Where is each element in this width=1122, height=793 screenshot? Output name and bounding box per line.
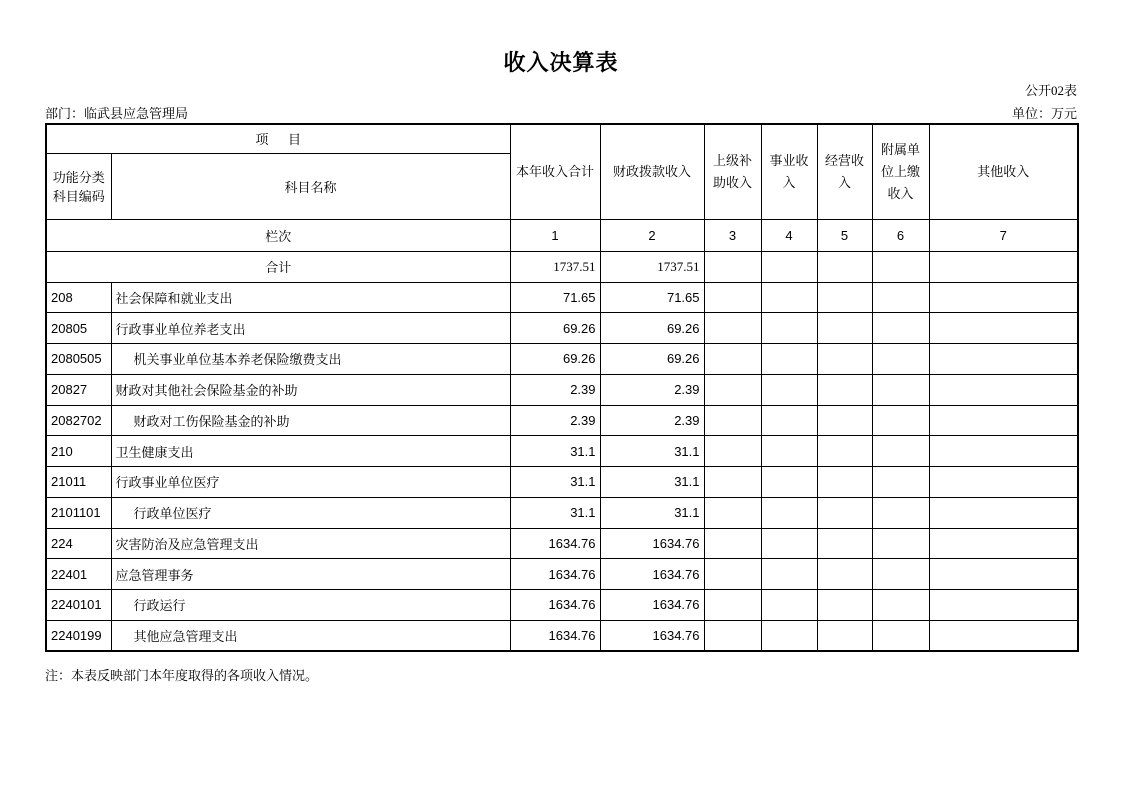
row-value-col3 — [704, 467, 761, 498]
row-value-col2: 1634.76 — [600, 559, 704, 590]
page-title: 收入决算表 — [503, 50, 619, 75]
row-value-col6 — [872, 405, 929, 436]
row-value-col6 — [872, 620, 929, 651]
subject-name-header-cell: 科目名称 — [111, 153, 510, 219]
row-value-col4 — [761, 344, 817, 375]
row-value-col3 — [704, 405, 761, 436]
row-value-col1: 31.1 — [510, 497, 600, 528]
row-value-col6 — [872, 528, 929, 559]
row-value-col6 — [872, 313, 929, 344]
row-value-col4 — [761, 313, 817, 344]
row-value-col2: 69.26 — [600, 313, 704, 344]
table-row — [46, 620, 1078, 651]
row-function-code: 2082702 — [46, 405, 111, 436]
table-row — [46, 344, 1078, 375]
row-value-col3 — [704, 436, 761, 467]
row-value-col1: 1634.76 — [510, 559, 600, 590]
table-row — [46, 559, 1078, 590]
row-value-col2: 2.39 — [600, 405, 704, 436]
row-value-col1: 1634.76 — [510, 620, 600, 651]
row-value-col1: 2.39 — [510, 405, 600, 436]
row-value-col5 — [817, 528, 872, 559]
column-number-3: 3 — [704, 219, 761, 251]
column-header-fiscal-appropriation-label: 财政拨款收入 — [613, 163, 692, 179]
row-subject-name: 灾害防治及应急管理支出 — [111, 528, 510, 559]
row-value-col5 — [817, 497, 872, 528]
row-value-col1: 31.1 — [510, 436, 600, 467]
row-value-col5 — [817, 405, 872, 436]
column-header-operating-income — [817, 124, 872, 219]
row-value-col7 — [929, 405, 1078, 436]
row-function-code: 210 — [46, 436, 111, 467]
row-value-col5 — [817, 559, 872, 590]
column-header-business-income-label: 事业收入 — [769, 152, 809, 190]
project-header-cell: 项 目 — [46, 124, 510, 153]
row-function-code: 2080505 — [46, 344, 111, 375]
row-value-col6 — [872, 590, 929, 621]
column-index-row — [46, 219, 1078, 251]
row-value-col4 — [761, 467, 817, 498]
column-header-operating-income-label: 经营收入 — [825, 152, 865, 190]
row-value-col2: 71.65 — [600, 282, 704, 313]
row-value-col7 — [929, 467, 1078, 498]
row-value-col1: 71.65 — [510, 282, 600, 313]
department-label: 部门：临武县应急管理局 — [45, 106, 189, 121]
table-row — [46, 374, 1078, 405]
row-value-col4 — [761, 374, 817, 405]
revenue-table — [45, 123, 1079, 652]
row-function-code: 2240101 — [46, 590, 111, 621]
row-subject-name: 其他应急管理支出 — [111, 620, 510, 651]
row-value-col5 — [817, 590, 872, 621]
row-subject-name: 机关事业单位基本养老保险缴费支出 — [111, 344, 510, 375]
column-number-7: 7 — [929, 219, 1078, 251]
row-value-col4 — [761, 282, 817, 313]
row-value-col4 — [761, 559, 817, 590]
row-value-col3 — [704, 497, 761, 528]
total-value-col4 — [761, 251, 817, 282]
column-number-1: 1 — [510, 219, 600, 251]
row-value-col3 — [704, 282, 761, 313]
row-value-col6 — [872, 374, 929, 405]
row-value-col6 — [872, 497, 929, 528]
column-header-business-income — [761, 124, 817, 219]
row-value-col1: 31.1 — [510, 467, 600, 498]
row-value-col7 — [929, 620, 1078, 651]
row-value-col5 — [817, 374, 872, 405]
row-value-col3 — [704, 590, 761, 621]
row-value-col5 — [817, 282, 872, 313]
column-index-label-cell: 栏次 — [46, 219, 510, 251]
column-header-superior-subsidy — [704, 124, 761, 219]
row-value-col4 — [761, 405, 817, 436]
footnote: 注：本表反映部门本年度取得的各项收入情况。 — [45, 668, 319, 683]
form-code-label: 公开02表 — [1024, 83, 1077, 98]
total-value-col6 — [872, 251, 929, 282]
row-value-col6 — [872, 467, 929, 498]
row-value-col3 — [704, 344, 761, 375]
row-value-col7 — [929, 559, 1078, 590]
column-number-6: 6 — [872, 219, 929, 251]
column-header-fiscal-appropriation — [600, 124, 704, 219]
row-subject-name: 财政对工伤保险基金的补助 — [111, 405, 510, 436]
row-function-code: 208 — [46, 282, 111, 313]
total-value-col2: 1737.51 — [600, 251, 704, 282]
row-function-code: 20805 — [46, 313, 111, 344]
column-number-5: 5 — [817, 219, 872, 251]
row-value-col3 — [704, 313, 761, 344]
total-value-col5 — [817, 251, 872, 282]
row-value-col7 — [929, 590, 1078, 621]
row-subject-name: 行政运行 — [111, 590, 510, 621]
column-header-subordinate-remittance — [872, 124, 929, 219]
row-value-col3 — [704, 528, 761, 559]
total-value-col1: 1737.51 — [510, 251, 600, 282]
column-header-superior-subsidy-label: 上级补助收入 — [713, 152, 753, 190]
column-header-total-income — [510, 124, 600, 219]
row-value-col2: 1634.76 — [600, 620, 704, 651]
column-header-subordinate-remittance-label: 附属单位上缴收入 — [881, 141, 921, 201]
row-value-col7 — [929, 528, 1078, 559]
row-value-col4 — [761, 497, 817, 528]
row-function-code: 22401 — [46, 559, 111, 590]
row-function-code: 224 — [46, 528, 111, 559]
row-value-col3 — [704, 559, 761, 590]
row-function-code: 20827 — [46, 374, 111, 405]
function-code-header-cell — [46, 153, 111, 219]
row-subject-name: 卫生健康支出 — [111, 436, 510, 467]
row-subject-name: 社会保障和就业支出 — [111, 282, 510, 313]
row-value-col5 — [817, 436, 872, 467]
row-value-col5 — [817, 467, 872, 498]
row-value-col2: 2.39 — [600, 374, 704, 405]
table-rows — [46, 282, 1078, 651]
function-code-header-line2: 科目编码 — [52, 189, 105, 204]
row-value-col1: 1634.76 — [510, 590, 600, 621]
row-value-col2: 31.1 — [600, 436, 704, 467]
table-row — [46, 282, 1078, 313]
row-value-col2: 31.1 — [600, 497, 704, 528]
row-value-col1: 69.26 — [510, 344, 600, 375]
row-value-col1: 2.39 — [510, 374, 600, 405]
table-row — [46, 590, 1078, 621]
row-subject-name: 应急管理事务 — [111, 559, 510, 590]
column-number-4: 4 — [761, 219, 817, 251]
row-value-col4 — [761, 436, 817, 467]
row-value-col7 — [929, 436, 1078, 467]
row-subject-name: 行政事业单位养老支出 — [111, 313, 510, 344]
table-row — [46, 405, 1078, 436]
column-header-total-income-label: 本年收入合计 — [516, 163, 595, 179]
row-value-col3 — [704, 620, 761, 651]
row-subject-name: 行政事业单位医疗 — [111, 467, 510, 498]
row-value-col4 — [761, 620, 817, 651]
row-value-col6 — [872, 282, 929, 313]
total-value-col3 — [704, 251, 761, 282]
table-row — [46, 467, 1078, 498]
row-value-col1: 69.26 — [510, 313, 600, 344]
row-value-col4 — [761, 528, 817, 559]
row-value-col5 — [817, 313, 872, 344]
row-value-col7 — [929, 374, 1078, 405]
column-number-2: 2 — [600, 219, 704, 251]
total-row — [46, 251, 1078, 282]
row-subject-name: 财政对其他社会保险基金的补助 — [111, 374, 510, 405]
row-function-code: 2101101 — [46, 497, 111, 528]
row-value-col4 — [761, 590, 817, 621]
row-function-code: 21011 — [46, 467, 111, 498]
row-value-col5 — [817, 344, 872, 375]
total-row-label: 合计 — [46, 251, 510, 282]
function-code-header-line1: 功能分类 — [52, 170, 105, 185]
column-header-other-income-label: 其他收入 — [977, 163, 1030, 179]
row-subject-name: 行政单位医疗 — [111, 497, 510, 528]
row-value-col7 — [929, 497, 1078, 528]
row-value-col5 — [817, 620, 872, 651]
table-row — [46, 497, 1078, 528]
unit-label: 单位：万元 — [1011, 106, 1077, 121]
total-value-col7 — [929, 251, 1078, 282]
row-value-col6 — [872, 436, 929, 467]
table-row — [46, 436, 1078, 467]
row-value-col3 — [704, 374, 761, 405]
row-value-col6 — [872, 344, 929, 375]
row-value-col6 — [872, 559, 929, 590]
column-header-other-income — [929, 124, 1078, 219]
row-value-col7 — [929, 313, 1078, 344]
row-function-code: 2240199 — [46, 620, 111, 651]
row-value-col2: 1634.76 — [600, 590, 704, 621]
row-value-col2: 1634.76 — [600, 528, 704, 559]
row-value-col1: 1634.76 — [510, 528, 600, 559]
table-row — [46, 528, 1078, 559]
row-value-col2: 31.1 — [600, 467, 704, 498]
table-row — [46, 313, 1078, 344]
row-value-col7 — [929, 282, 1078, 313]
row-value-col2: 69.26 — [600, 344, 704, 375]
header-row-project — [46, 124, 1078, 153]
row-value-col7 — [929, 344, 1078, 375]
